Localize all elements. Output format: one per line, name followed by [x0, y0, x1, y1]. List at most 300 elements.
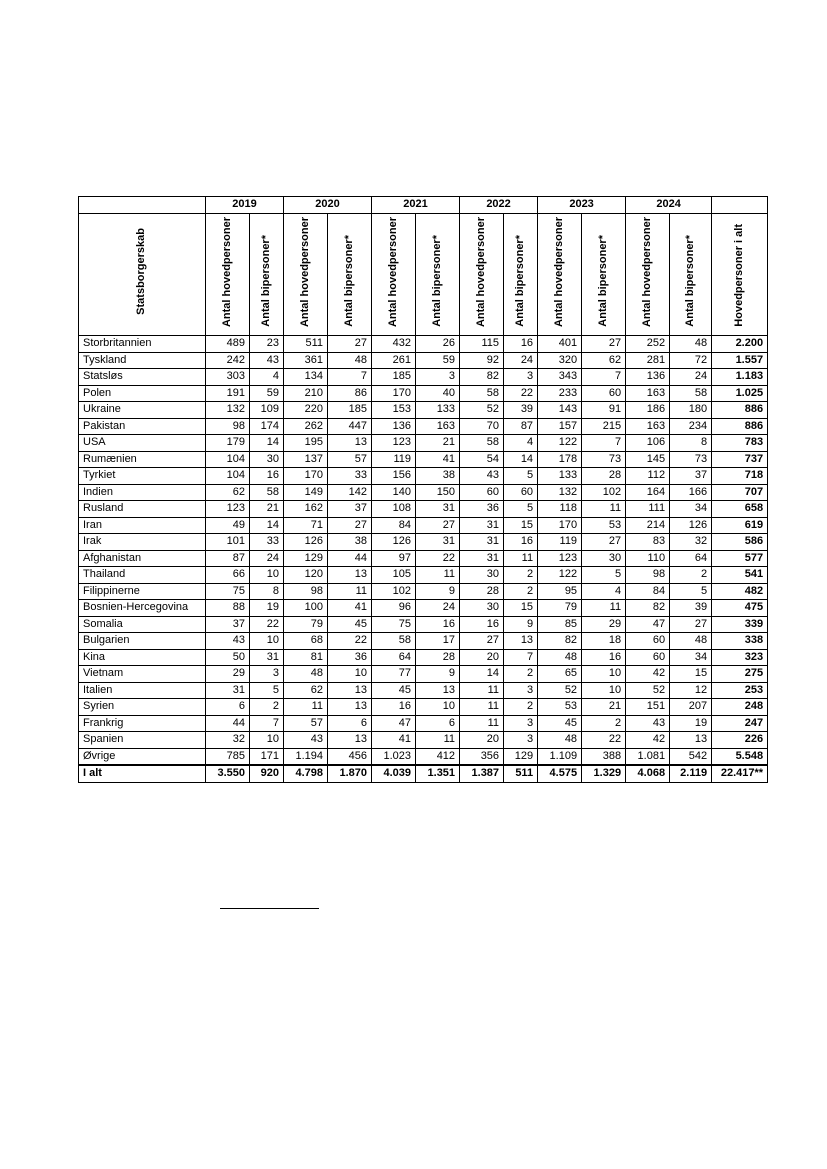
col-header-total: Hovedpersoner i alt [712, 213, 768, 336]
value-cell: 7 [328, 369, 372, 386]
value-cell: 44 [206, 715, 250, 732]
value-cell: 143 [538, 402, 582, 419]
value-cell: 126 [670, 517, 712, 534]
value-cell: 84 [626, 583, 670, 600]
total-cell: 658 [712, 501, 768, 518]
value-cell: 88 [206, 600, 250, 617]
value-cell: 97 [372, 550, 416, 567]
value-cell: 43 [284, 732, 328, 749]
value-cell: 1.329 [582, 765, 626, 782]
value-cell: 140 [372, 484, 416, 501]
value-cell: 54 [460, 451, 504, 468]
value-cell: 220 [284, 402, 328, 419]
value-cell: 13 [416, 682, 460, 699]
value-cell: 320 [538, 352, 582, 369]
row-header-label: Statsborgerskab [79, 213, 206, 336]
col-header-side: Antal bipersoner* [670, 213, 712, 336]
value-cell: 234 [670, 418, 712, 435]
value-cell: 134 [284, 369, 328, 386]
value-cell: 3 [250, 666, 284, 683]
value-cell: 100 [284, 600, 328, 617]
value-cell: 29 [206, 666, 250, 683]
country-cell: Spanien [79, 732, 206, 749]
value-cell: 33 [328, 468, 372, 485]
value-cell: 108 [372, 501, 416, 518]
value-cell: 105 [372, 567, 416, 584]
value-cell: 11 [416, 732, 460, 749]
total-cell: 737 [712, 451, 768, 468]
value-cell: 156 [372, 468, 416, 485]
col-header-main: Antal hovedpersoner [460, 213, 504, 336]
value-cell: 119 [538, 534, 582, 551]
col-header-main: Antal hovedpersoner [626, 213, 670, 336]
value-cell: 1.081 [626, 748, 670, 765]
value-cell: 31 [250, 649, 284, 666]
value-cell: 179 [206, 435, 250, 452]
table-row [79, 418, 768, 435]
value-cell: 102 [372, 583, 416, 600]
value-cell: 162 [284, 501, 328, 518]
value-cell: 10 [250, 732, 284, 749]
value-cell: 136 [372, 418, 416, 435]
value-cell: 2 [582, 715, 626, 732]
total-cell: 338 [712, 633, 768, 650]
value-cell: 47 [626, 616, 670, 633]
value-cell: 24 [504, 352, 538, 369]
value-cell: 31 [206, 682, 250, 699]
value-cell: 9 [504, 616, 538, 633]
value-cell: 79 [284, 616, 328, 633]
total-cell: 247 [712, 715, 768, 732]
total-cell: 1.557 [712, 352, 768, 369]
value-cell: 489 [206, 336, 250, 353]
value-cell: 82 [626, 600, 670, 617]
value-cell: 785 [206, 748, 250, 765]
value-cell: 11 [460, 715, 504, 732]
value-cell: 115 [460, 336, 504, 353]
value-cell: 95 [538, 583, 582, 600]
value-cell: 86 [328, 385, 372, 402]
value-cell: 34 [670, 649, 712, 666]
value-cell: 215 [582, 418, 626, 435]
sum-row [79, 765, 768, 782]
value-cell: 39 [504, 402, 538, 419]
value-cell: 432 [372, 336, 416, 353]
value-cell: 64 [372, 649, 416, 666]
value-cell: 19 [250, 600, 284, 617]
value-cell: 242 [206, 352, 250, 369]
value-cell: 166 [670, 484, 712, 501]
value-cell: 16 [416, 616, 460, 633]
country-cell: I alt [79, 765, 206, 782]
footnote-separator [220, 908, 319, 909]
value-cell: 5 [250, 682, 284, 699]
value-cell: 303 [206, 369, 250, 386]
value-cell: 13 [328, 682, 372, 699]
value-cell: 20 [460, 732, 504, 749]
country-cell: Pakistan [79, 418, 206, 435]
country-cell: Indien [79, 484, 206, 501]
value-cell: 133 [538, 468, 582, 485]
value-cell: 31 [416, 534, 460, 551]
value-cell: 30 [582, 550, 626, 567]
total-cell: 718 [712, 468, 768, 485]
total-cell: 886 [712, 418, 768, 435]
table-row [79, 451, 768, 468]
col-header-main: Antal hovedpersoner [284, 213, 328, 336]
value-cell: 14 [504, 451, 538, 468]
value-cell: 149 [284, 484, 328, 501]
value-cell: 122 [538, 435, 582, 452]
country-cell: Storbritannien [79, 336, 206, 353]
value-cell: 65 [538, 666, 582, 683]
table-row [79, 435, 768, 452]
total-year-cell [712, 197, 768, 214]
value-cell: 44 [328, 550, 372, 567]
country-cell: USA [79, 435, 206, 452]
value-cell: 47 [372, 715, 416, 732]
value-cell: 24 [670, 369, 712, 386]
value-cell: 82 [460, 369, 504, 386]
value-cell: 81 [284, 649, 328, 666]
value-cell: 31 [460, 517, 504, 534]
value-cell: 132 [538, 484, 582, 501]
value-cell: 163 [416, 418, 460, 435]
value-cell: 6 [206, 699, 250, 716]
country-cell: Tyrkiet [79, 468, 206, 485]
value-cell: 72 [670, 352, 712, 369]
country-cell: Frankrig [79, 715, 206, 732]
value-cell: 343 [538, 369, 582, 386]
table-row [79, 633, 768, 650]
total-cell: 1.025 [712, 385, 768, 402]
value-cell: 4.798 [284, 765, 328, 782]
value-cell: 22 [504, 385, 538, 402]
value-cell: 57 [284, 715, 328, 732]
value-cell: 7 [504, 649, 538, 666]
value-cell: 27 [460, 633, 504, 650]
col-header-side: Antal bipersoner* [504, 213, 538, 336]
value-cell: 15 [504, 517, 538, 534]
value-cell: 8 [250, 583, 284, 600]
value-cell: 48 [670, 633, 712, 650]
value-cell: 14 [250, 517, 284, 534]
value-cell: 1.194 [284, 748, 328, 765]
value-cell: 48 [538, 649, 582, 666]
value-cell: 171 [250, 748, 284, 765]
value-cell: 24 [250, 550, 284, 567]
value-cell: 58 [670, 385, 712, 402]
value-cell: 52 [626, 682, 670, 699]
value-cell: 15 [504, 600, 538, 617]
total-cell: 1.183 [712, 369, 768, 386]
value-cell: 1.387 [460, 765, 504, 782]
value-cell: 16 [504, 534, 538, 551]
value-cell: 1.109 [538, 748, 582, 765]
value-cell: 388 [582, 748, 626, 765]
value-cell: 21 [416, 435, 460, 452]
value-cell: 5 [670, 583, 712, 600]
value-cell: 142 [328, 484, 372, 501]
value-cell: 10 [250, 633, 284, 650]
value-cell: 30 [460, 600, 504, 617]
table-row [79, 748, 768, 765]
value-cell: 16 [504, 336, 538, 353]
value-cell: 58 [250, 484, 284, 501]
value-cell: 118 [538, 501, 582, 518]
table-row [79, 534, 768, 551]
value-cell: 2 [504, 583, 538, 600]
country-cell: Iran [79, 517, 206, 534]
value-cell: 31 [460, 550, 504, 567]
value-cell: 48 [284, 666, 328, 683]
value-cell: 210 [284, 385, 328, 402]
value-cell: 137 [284, 451, 328, 468]
value-cell: 32 [206, 732, 250, 749]
value-cell: 170 [284, 468, 328, 485]
value-cell: 122 [538, 567, 582, 584]
value-cell: 3 [504, 715, 538, 732]
col-header-main: Antal hovedpersoner [538, 213, 582, 336]
country-cell: Vietnam [79, 666, 206, 683]
table-row [79, 649, 768, 666]
value-cell: 28 [416, 649, 460, 666]
value-cell: 73 [670, 451, 712, 468]
value-cell: 41 [328, 600, 372, 617]
value-cell: 13 [328, 435, 372, 452]
value-cell: 48 [670, 336, 712, 353]
table-row [79, 567, 768, 584]
value-cell: 39 [670, 600, 712, 617]
value-cell: 123 [538, 550, 582, 567]
value-cell: 53 [582, 517, 626, 534]
value-cell: 2 [504, 567, 538, 584]
value-cell: 7 [582, 369, 626, 386]
col-header-side: Antal bipersoner* [416, 213, 460, 336]
value-cell: 48 [328, 352, 372, 369]
value-cell: 412 [416, 748, 460, 765]
value-cell: 20 [460, 649, 504, 666]
value-cell: 1.351 [416, 765, 460, 782]
value-cell: 4 [504, 435, 538, 452]
table-row [79, 699, 768, 716]
value-cell: 3 [504, 369, 538, 386]
value-cell: 83 [626, 534, 670, 551]
country-cell: Irak [79, 534, 206, 551]
table-row [79, 682, 768, 699]
year-header: 2021 [372, 197, 460, 214]
value-cell: 71 [284, 517, 328, 534]
value-cell: 87 [504, 418, 538, 435]
value-cell: 104 [206, 451, 250, 468]
value-cell: 30 [250, 451, 284, 468]
value-cell: 920 [250, 765, 284, 782]
value-cell: 13 [328, 732, 372, 749]
col-header-side: Antal bipersoner* [582, 213, 626, 336]
country-cell: Øvrige [79, 748, 206, 765]
country-cell: Rumænien [79, 451, 206, 468]
col-header-main: Antal hovedpersoner [372, 213, 416, 336]
value-cell: 7 [582, 435, 626, 452]
value-cell: 53 [538, 699, 582, 716]
value-cell: 11 [284, 699, 328, 716]
value-cell: 79 [538, 600, 582, 617]
value-cell: 106 [626, 435, 670, 452]
value-cell: 28 [460, 583, 504, 600]
value-cell: 214 [626, 517, 670, 534]
table-row [79, 484, 768, 501]
value-cell: 104 [206, 468, 250, 485]
value-cell: 36 [460, 501, 504, 518]
value-cell: 11 [460, 682, 504, 699]
value-cell: 38 [416, 468, 460, 485]
value-cell: 233 [538, 385, 582, 402]
value-cell: 58 [460, 435, 504, 452]
value-cell: 126 [372, 534, 416, 551]
value-cell: 68 [284, 633, 328, 650]
value-cell: 48 [538, 732, 582, 749]
total-cell: 541 [712, 567, 768, 584]
value-cell: 82 [538, 633, 582, 650]
value-cell: 12 [670, 682, 712, 699]
value-cell: 163 [626, 418, 670, 435]
value-cell: 10 [250, 567, 284, 584]
value-cell: 60 [582, 385, 626, 402]
value-cell: 49 [206, 517, 250, 534]
value-cell: 157 [538, 418, 582, 435]
total-cell: 619 [712, 517, 768, 534]
value-cell: 15 [670, 666, 712, 683]
country-cell: Rusland [79, 501, 206, 518]
value-cell: 26 [416, 336, 460, 353]
value-cell: 22 [582, 732, 626, 749]
value-cell: 59 [416, 352, 460, 369]
table-body [79, 336, 768, 783]
value-cell: 3 [416, 369, 460, 386]
value-cell: 45 [372, 682, 416, 699]
value-cell: 123 [206, 501, 250, 518]
value-cell: 40 [416, 385, 460, 402]
value-cell: 60 [626, 649, 670, 666]
value-cell: 11 [328, 583, 372, 600]
country-cell: Bulgarien [79, 633, 206, 650]
table-row [79, 666, 768, 683]
value-cell: 60 [626, 633, 670, 650]
value-cell: 261 [372, 352, 416, 369]
value-cell: 57 [328, 451, 372, 468]
value-cell: 32 [670, 534, 712, 551]
value-cell: 43 [206, 633, 250, 650]
value-cell: 85 [538, 616, 582, 633]
value-cell: 91 [582, 402, 626, 419]
value-cell: 62 [206, 484, 250, 501]
value-cell: 13 [328, 567, 372, 584]
value-cell: 27 [328, 336, 372, 353]
value-cell: 98 [206, 418, 250, 435]
value-cell: 4.068 [626, 765, 670, 782]
value-cell: 23 [250, 336, 284, 353]
value-cell: 3 [504, 682, 538, 699]
total-cell: 586 [712, 534, 768, 551]
value-cell: 60 [504, 484, 538, 501]
value-cell: 24 [416, 600, 460, 617]
value-cell: 31 [416, 501, 460, 518]
table-row [79, 550, 768, 567]
value-cell: 45 [538, 715, 582, 732]
table-row [79, 352, 768, 369]
value-cell: 59 [250, 385, 284, 402]
country-cell: Thailand [79, 567, 206, 584]
value-cell: 28 [582, 468, 626, 485]
table-row [79, 402, 768, 419]
value-cell: 43 [250, 352, 284, 369]
value-cell: 75 [206, 583, 250, 600]
value-cell: 22 [328, 633, 372, 650]
value-cell: 64 [670, 550, 712, 567]
table-row [79, 583, 768, 600]
country-cell: Filippinerne [79, 583, 206, 600]
value-cell: 145 [626, 451, 670, 468]
value-cell: 27 [670, 616, 712, 633]
value-cell: 13 [504, 633, 538, 650]
value-cell: 1.023 [372, 748, 416, 765]
value-cell: 2 [250, 699, 284, 716]
table-row [79, 517, 768, 534]
value-cell: 109 [250, 402, 284, 419]
value-cell: 174 [250, 418, 284, 435]
total-cell: 5.548 [712, 748, 768, 765]
value-cell: 30 [460, 567, 504, 584]
value-cell: 3 [504, 732, 538, 749]
value-cell: 164 [626, 484, 670, 501]
value-cell: 511 [284, 336, 328, 353]
value-cell: 111 [626, 501, 670, 518]
value-cell: 191 [206, 385, 250, 402]
value-cell: 180 [670, 402, 712, 419]
table-row [79, 715, 768, 732]
country-cell: Polen [79, 385, 206, 402]
table-row [79, 369, 768, 386]
value-cell: 2 [504, 666, 538, 683]
table-row [79, 336, 768, 353]
value-cell: 123 [372, 435, 416, 452]
value-cell: 98 [284, 583, 328, 600]
year-header: 2020 [284, 197, 372, 214]
value-cell: 9 [416, 666, 460, 683]
value-cell: 19 [670, 715, 712, 732]
value-cell: 3.550 [206, 765, 250, 782]
value-cell: 62 [582, 352, 626, 369]
year-header-row [79, 197, 768, 214]
total-cell: 226 [712, 732, 768, 749]
total-cell: 248 [712, 699, 768, 716]
value-cell: 6 [416, 715, 460, 732]
value-cell: 11 [416, 567, 460, 584]
value-cell: 34 [670, 501, 712, 518]
value-cell: 8 [670, 435, 712, 452]
table-row [79, 468, 768, 485]
country-cell: Bosnien-Hercegovina [79, 600, 206, 617]
table-row [79, 600, 768, 617]
value-cell: 178 [538, 451, 582, 468]
value-cell: 84 [372, 517, 416, 534]
value-cell: 16 [460, 616, 504, 633]
value-cell: 60 [460, 484, 504, 501]
value-cell: 43 [460, 468, 504, 485]
corner-cell [79, 197, 206, 214]
value-cell: 87 [206, 550, 250, 567]
value-cell: 22 [416, 550, 460, 567]
